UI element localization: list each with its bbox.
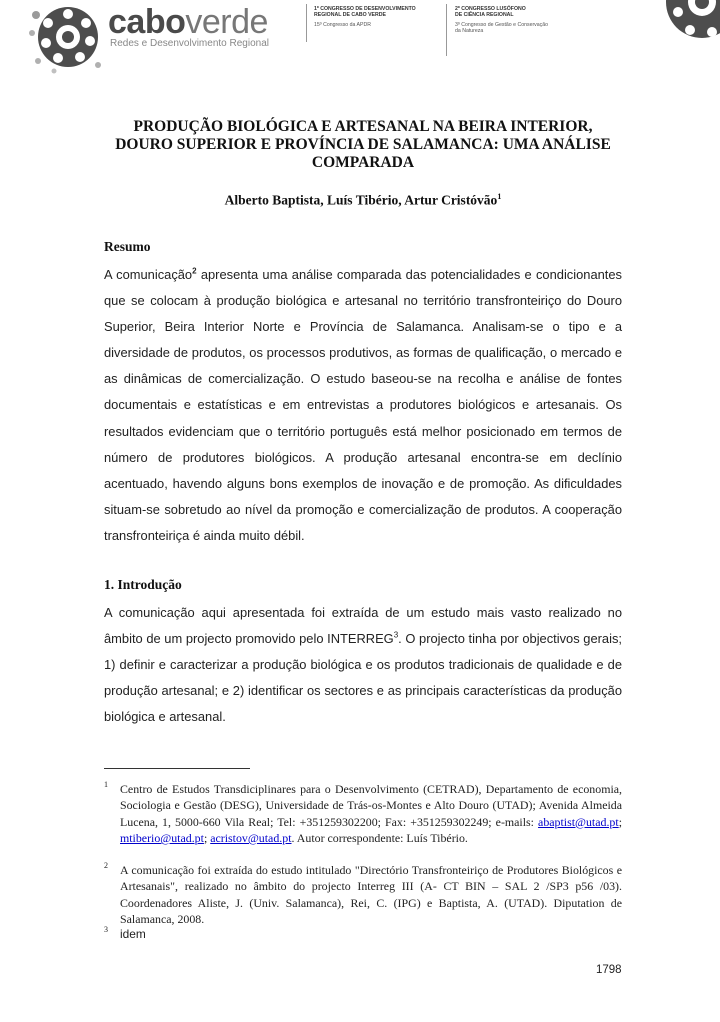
title-line-1: PRODUÇÃO BIOLÓGICA E ARTESANAL NA BEIRA INTERIOR,: [133, 118, 593, 135]
intro-rest: . O projecto tinha por objectivos gerais; 1) definir e caracterizar a produção biológica e os produtos tradicionais de qualidade e de produção artesanal; e 2) identificar os sectores e as principais características da produção biológica e artesanal.: [104, 631, 622, 725]
congress-2-line1: 2º CONGRESSO LUSÓFONO: [455, 6, 526, 12]
footnote-1-number: 1: [104, 780, 108, 789]
congress-1-line1: 1º CONGRESSO DE DESENVOLVIMENTO: [314, 6, 416, 12]
email-link-acristov[interactable]: acristov@utad.pt: [210, 830, 292, 845]
footnote-3: [104, 926, 622, 942]
resumo-heading: Resumo: [104, 239, 151, 254]
footnote-1-text: [120, 781, 622, 846]
brand-name: [108, 2, 268, 42]
title-line-3: COMPARADA: [311, 154, 415, 171]
congress-1-block: [314, 6, 444, 28]
congress-1-line2: REGIONAL DE CABO VERDE: [314, 12, 386, 19]
resumo-start: A comunicação: [104, 267, 193, 282]
brand-part1: cabo: [108, 3, 186, 41]
footnote-1-tail: . Autor correspondente: Luís Tibério.: [291, 830, 468, 845]
header-divider: [306, 4, 307, 42]
title-line-2: DOURO SUPERIOR E PROVÍNCIA DE SALAMANCA: UMA ANÁLISE: [115, 136, 611, 153]
authors-footnote-ref: 1: [497, 192, 502, 201]
email-link-mtiberio[interactable]: mtiberio@utad.pt: [120, 830, 204, 845]
congress-2-block: [455, 6, 575, 35]
brand-subtitle: Redes e Desenvolvimento Regional: [110, 38, 269, 49]
resumo-footnote-ref: 2: [192, 266, 197, 276]
authors-names: Alberto Baptista, Luís Tibério, Artur Cristóvão: [224, 192, 498, 208]
footnote-separator: [104, 768, 250, 769]
congress-1-line3: 15º Congresso da APDR: [314, 21, 371, 28]
footnote-3-number: 3: [104, 925, 108, 934]
footnote-1-body: Centro de Estudos Transdiciplinares para o Desenvolvimento (CETRAD), Departamento de economia, Sociologia e Gestão (DESG), Universidade de Trás-os-Montes e Alto Douro (UTAD); Avenida Almeida Lucena, 1, 5000-660 Vila Real; Tel: +351259302200; Fax: +351259302249; e-mails:: [120, 782, 622, 829]
cabo-verde-logo-icon: [28, 3, 106, 77]
paper-authors: [104, 192, 622, 209]
congress-2-line2: DE CIÊNCIA REGIONAL: [455, 12, 514, 19]
email-separator: ;: [618, 814, 622, 829]
brand-part2: verde: [185, 3, 268, 41]
email-separator: ;: [203, 830, 211, 845]
email-link-abaptist[interactable]: abaptist@utad.pt: [538, 814, 619, 829]
intro-paragraph: [104, 600, 622, 730]
footnote-2-text: A comunicação foi extraída do estudo intitulado "Directório Transfronteiriço de Produtores Biológicos e Artesanais", realizado no âmbito do projecto Interreg III (A- CT BIN – SAL 2 /SP3 p56 /03). Coordenadores Aliste, J. (Univ. Salamanca), Rei, C. (IPG) e Baptista, A. (UTAD). Diputation de Salamanca, 2008.: [120, 863, 622, 926]
corner-decoration-icon: [640, 0, 720, 40]
intro-heading: 1. Introdução: [104, 577, 182, 592]
footnote-2-number: 2: [104, 861, 108, 870]
resumo-paragraph: [104, 262, 622, 549]
footnote-3-text: idem: [120, 927, 146, 941]
congress-2-line4: da Natureza: [455, 28, 484, 35]
header-divider: [446, 4, 447, 56]
congress-2-line3: 3º Congresso de Gestão e Conservação: [455, 21, 549, 28]
paper-title: [104, 118, 622, 172]
footnote-2: [104, 862, 622, 927]
page-header: [0, 0, 720, 82]
page-number: 1798: [596, 964, 622, 976]
intro-footnote-ref: 3: [393, 630, 399, 640]
footnote-1: [104, 781, 622, 846]
resumo-rest: apresenta uma análise comparada das potencialidades e condicionantes que se colocam à produção biológica e artesanal no território transfronteiriço do Douro Superior, Beira Interior Norte e Província de Salamanca. Analisam-se o tipo e a diversidade de produtos, os processos produtivos, as formas de qualificação, o mercado e as dinâmicas de comercialização. O estudo baseou-se na recolha e análise de fontes documentais e estatísticas e em entrevistas a produtores biológicos e artesanais. Os resultados evidenciam que o território português está melhor posicionado em termos de número de produtores biológicos. A produção artesanal encontra-se em declínio acentuado, havendo alguns bons exemplos de inovação e de promoção. As dificuldades situam-se sobretudo ao nível da promoção e comercialização de produtos. A cooperação transfronteiriça é ainda muito débil.: [104, 267, 622, 543]
intro-start: A comunicação aqui apresentada foi extraída de um estudo mais vasto realizado no âmbito de um projecto promovido pelo INTERREG: [104, 605, 622, 647]
